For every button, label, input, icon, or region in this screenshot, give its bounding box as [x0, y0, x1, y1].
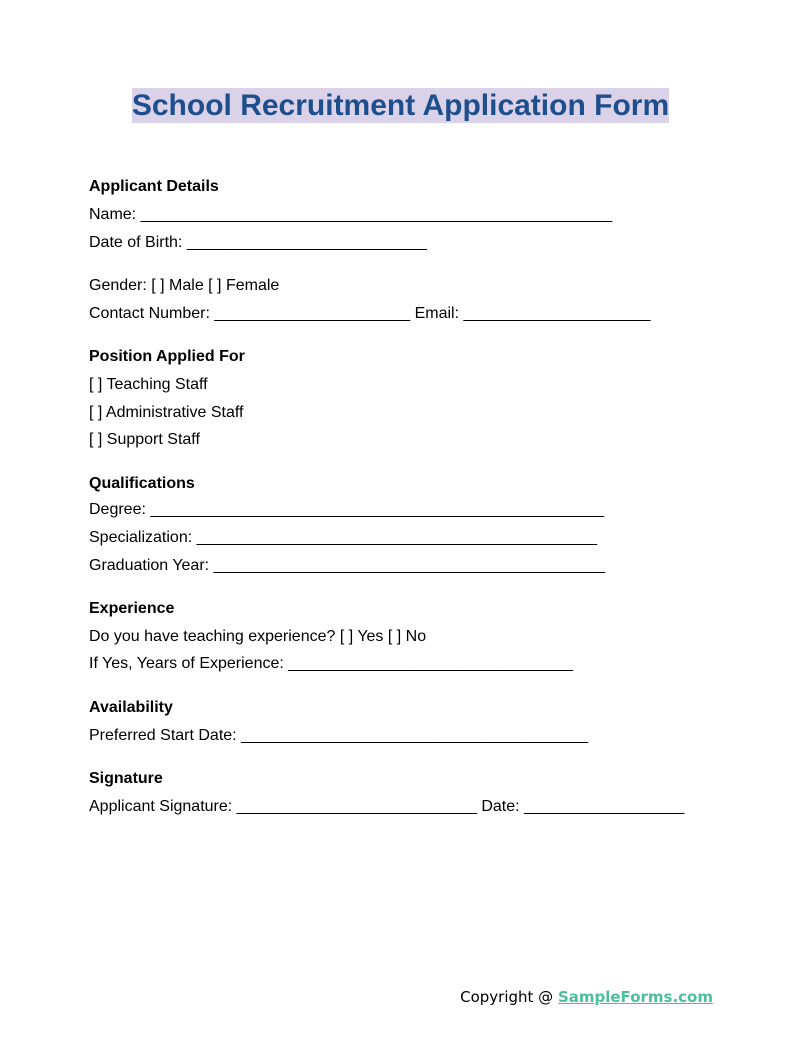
teaching-staff-checkbox[interactable]: [ ] Teaching Staff — [89, 376, 208, 393]
degree-field[interactable]: Degree: ___________________________________________________ — [89, 501, 605, 518]
page-title: School Recruitment Application Form — [131, 89, 670, 122]
years-experience-field[interactable]: If Yes, Years of Experience: ________________________________ — [89, 655, 573, 672]
copyright-text: Copyright @ — [460, 988, 558, 1006]
specialization-field[interactable]: Specialization: _____________________________________________ — [89, 529, 598, 546]
contact-email-field[interactable]: Contact Number: ______________________ Email: _____________________ — [89, 305, 651, 322]
signature-heading: Signature — [89, 770, 163, 787]
brand-link[interactable]: SampleForms.com — [557, 988, 713, 1006]
qualifications-heading: Qualifications — [89, 475, 195, 492]
teaching-experience-question[interactable]: Do you have teaching experience? [ ] Yes [ ] No — [89, 628, 427, 645]
signature-date-field[interactable]: Applicant Signature: ___________________________ Date: __________________ — [89, 798, 685, 815]
date-of-birth-field[interactable]: Date of Birth: ___________________________ — [89, 234, 428, 251]
graduation-year-field[interactable]: Graduation Year: ____________________________________________ — [89, 557, 606, 574]
availability-heading: Availability — [89, 699, 173, 716]
experience-heading: Experience — [89, 600, 175, 617]
title-wrapper — [0, 88, 801, 123]
start-date-field[interactable]: Preferred Start Date: _______________________________________ — [89, 727, 589, 744]
administrative-staff-checkbox[interactable]: [ ] Administrative Staff — [89, 404, 244, 421]
name-field[interactable]: Name: _____________________________________________________ — [89, 206, 613, 223]
position-heading: Position Applied For — [89, 348, 245, 365]
applicant-details-heading: Applicant Details — [89, 178, 219, 195]
gender-field[interactable]: Gender: [ ] Male [ ] Female — [89, 277, 280, 294]
support-staff-checkbox[interactable]: [ ] Support Staff — [89, 431, 200, 448]
copyright-footer — [451, 970, 713, 1006]
